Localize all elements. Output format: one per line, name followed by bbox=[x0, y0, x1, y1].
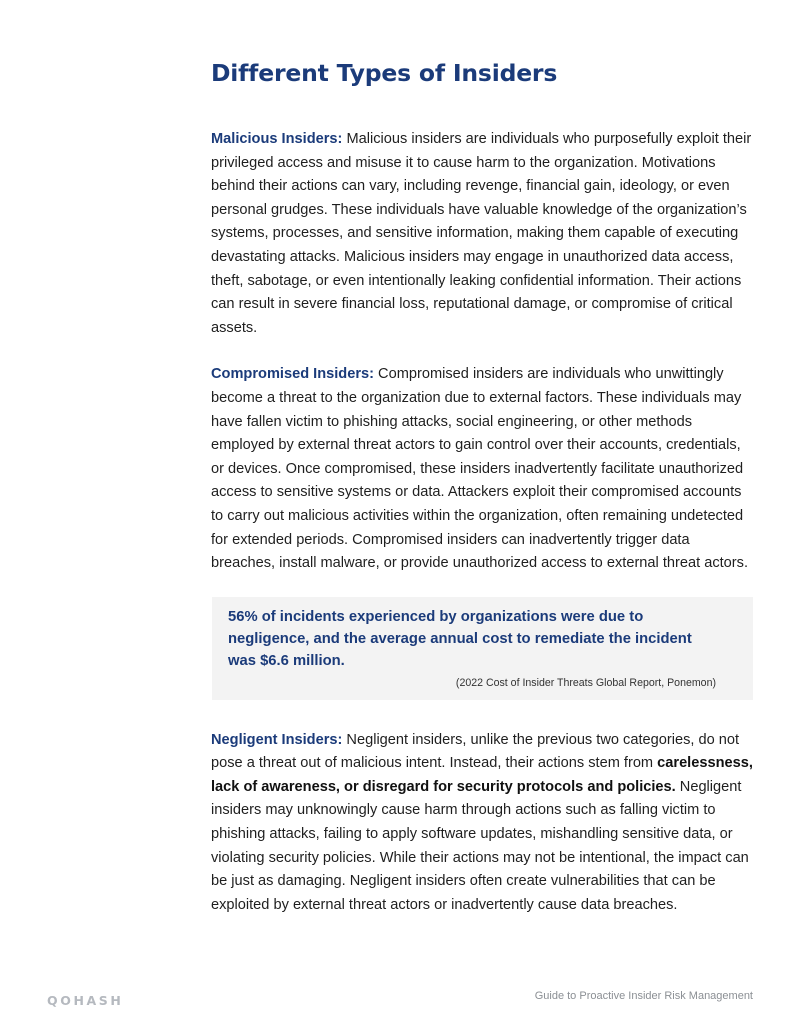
malicious-insiders-paragraph bbox=[211, 128, 756, 340]
footer-document-title: Guide to Proactive Insider Risk Management bbox=[534, 990, 753, 1002]
main-content bbox=[211, 58, 756, 917]
malicious-insiders-body: Malicious insiders are individuals who purposefully exploit their privileged access and misuse it to cause harm to the organization. Motivations behind their actions can vary, including revenge, financial gain, ideology, or even personal grudges. These individuals have valuable knowledge of the organization’s systems, processes, and sensitive information, making them capable of executing devastating attacks. Malicious insiders may engage in unauthorized data access, theft, sabotage, or even intentionally leaking confidential information. Their actions can result in severe financial loss, reputational damage, or compromise of critical assets. bbox=[211, 131, 752, 336]
negligent-insiders-paragraph bbox=[211, 729, 756, 918]
qohash-logo: QOHASH bbox=[47, 993, 124, 1008]
page-title: Different Types of Insiders bbox=[211, 59, 558, 87]
negligent-insiders-body-end: Negligent insiders may unknowingly cause harm through actions such as falling victim to phishing attacks, failing to apply software updates, mishandling sensitive data, or violating security policies. While their actions may not be intentional, the impact can be just as damaging. Negligent insiders often create vulnerabilities that can be exploited by external threat actors or inadvertently cause data breaches. bbox=[211, 778, 749, 913]
negligent-insiders-emphasis: carelessness, lack of awareness, or disregard for security protocols and policies. bbox=[211, 755, 753, 795]
compromised-insiders-paragraph bbox=[211, 363, 756, 575]
callout-source: (2022 Cost of Insider Threats Global Report, Ponemon) bbox=[455, 676, 716, 689]
malicious-insiders-term: Malicious Insiders: bbox=[211, 131, 343, 147]
compromised-insiders-body: Compromised insiders are individuals who unwittingly become a threat to the organization due to external factors. These individuals may have fallen victim to phishing attacks, social engineering, or other methods employed by external threat actors to gain control over their accounts, credentials, or devices. Once compromised, these insiders inadvertently facilitate unauthorized access to sensitive systems or data. Attackers exploit their compromised accounts to carry out malicious activities within the organization, often remaining undetected for extended periods. Compromised insiders can inadvertently trigger data breaches, install malware, or provide unauthorized access to external threat actors. bbox=[211, 366, 748, 572]
negligent-insiders-term: Negligent Insiders: bbox=[211, 731, 343, 748]
statistic-callout bbox=[212, 597, 753, 700]
negligent-insiders-body-start: Negligent insiders, unlike the previous two categories, do not pose a threat out of malicious intent. Instead, their actions stem from bbox=[211, 731, 740, 772]
callout-statistic: 56% of incidents experienced by organizations were due to negligence, and the average annual cost to remediate the incident was $6.6 million. bbox=[228, 608, 692, 669]
compromised-insiders-term: Compromised Insiders: bbox=[211, 366, 374, 383]
